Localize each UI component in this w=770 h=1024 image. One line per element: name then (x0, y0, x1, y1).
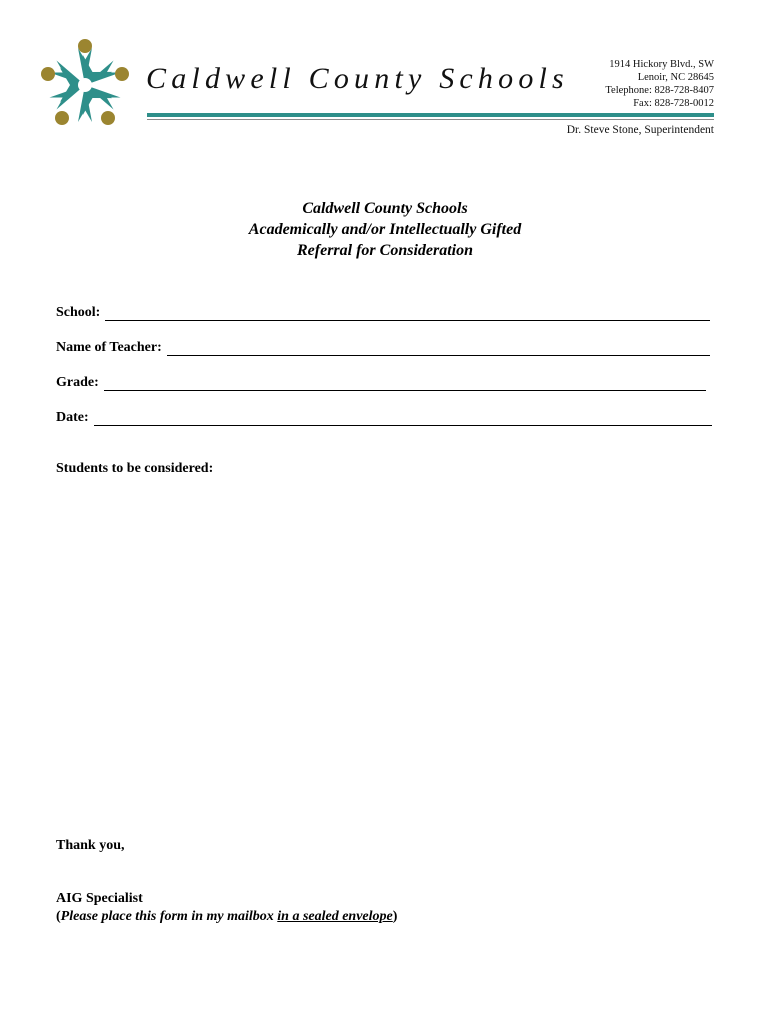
note-text: Please place this form in my mailbox (60, 909, 278, 924)
signature-title: AIG Specialist (56, 891, 143, 906)
district-logo (38, 38, 132, 132)
date-field (56, 408, 712, 426)
grade-label: Grade: (56, 375, 99, 390)
address-telephone: Telephone: 828-728-8407 (605, 85, 714, 96)
title-line-1: Caldwell County Schools (302, 200, 468, 217)
title-line-3: Referral for Consideration (296, 242, 473, 259)
signature-block (56, 890, 397, 926)
header-rule-teal (147, 113, 714, 117)
header-rule-gray (147, 119, 714, 120)
form-title (0, 198, 770, 261)
note-open: ( (56, 909, 61, 924)
teacher-field (56, 338, 710, 356)
address-block (605, 58, 714, 110)
title-line-2: Academically and/or Intellectually Gifted (248, 221, 522, 238)
superintendent: Dr. Steve Stone, Superintendent (566, 124, 714, 136)
address-city: Lenoir, NC 28645 (637, 72, 714, 83)
school-label: School: (56, 305, 101, 320)
date-line[interactable] (94, 411, 712, 426)
grade-line[interactable] (104, 376, 706, 391)
address-fax: Fax: 828-728-0012 (633, 98, 714, 109)
note-underlined: in a sealed envelope (277, 909, 393, 924)
brand-name: Caldwell County Schools (146, 62, 569, 95)
school-line[interactable] (105, 306, 710, 321)
logo-star-icon (38, 38, 132, 132)
school-field (56, 303, 710, 321)
students-label: Students to be considered: (56, 461, 214, 476)
date-label: Date: (56, 410, 89, 425)
teacher-line[interactable] (167, 341, 710, 356)
note-close: ) (392, 909, 398, 924)
grade-field (56, 373, 706, 391)
teacher-label: Name of Teacher: (56, 340, 162, 355)
thank-you: Thank you, (56, 838, 125, 853)
address-street: 1914 Hickory Blvd., SW (609, 59, 714, 70)
mailbox-note (56, 908, 397, 926)
